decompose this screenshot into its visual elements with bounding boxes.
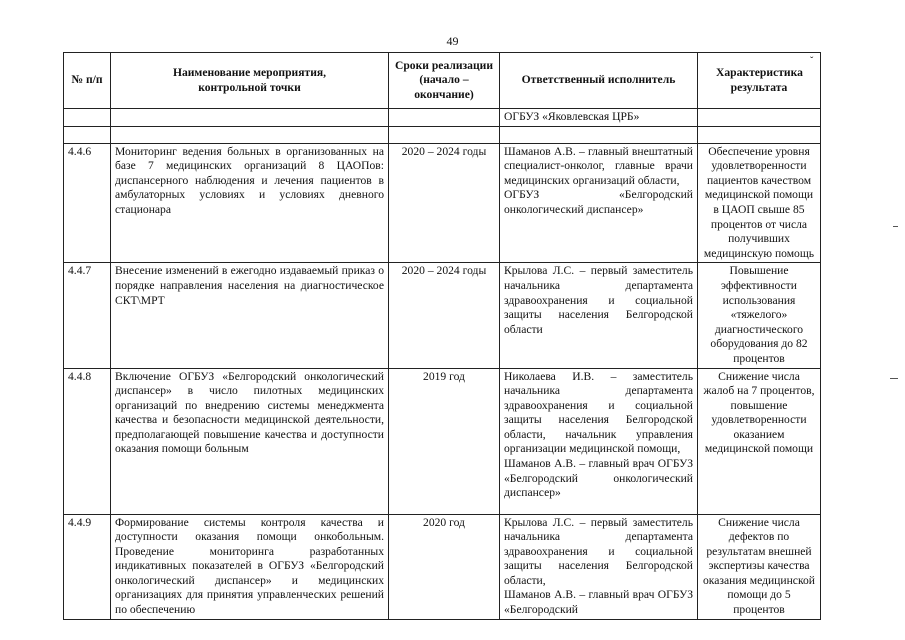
header-exec: Ответственный исполнитель <box>500 53 698 109</box>
cell-spacer <box>389 126 500 143</box>
cell-exec: ОГБУЗ «Яковлевская ЦРБ» <box>500 109 698 127</box>
cell-term <box>389 109 500 127</box>
cell-num <box>64 109 111 127</box>
cell-exec <box>500 368 698 514</box>
exec-line: Николаева И.В. – заместитель начальника департамента здравоохранения и социальной защиты населения Белгородской области, начальник управления организации медицинской помощи, <box>504 369 693 456</box>
exec-line: Крылова Л.С. – первый заместитель начальника департамента здравоохранения и социальной защиты населения Белгородской области <box>504 264 693 336</box>
cell-result: Повышение эффективности использования «тяжелого» диагностического оборудования до 82 процентов <box>698 263 821 368</box>
cell-spacer <box>111 126 389 143</box>
cell-num: 4.4.7 <box>64 263 111 368</box>
exec-line: Крылова Л.С. – первый заместитель начальника департамента здравоохранения и социальной защиты населения Белгородской области, <box>504 515 693 587</box>
table-row-spacer <box>64 126 821 143</box>
cell-term: 2019 год <box>389 368 500 514</box>
cell-result <box>698 109 821 127</box>
cell-name: Формирование системы контроля качества и доступности оказания помощи онкобольным. Проведение мониторинга разработанных индикативных показателей в ОГБУЗ «Белгородский онкологический диспансер» и медицинских организациях для принятия управленческих решений по обеспечению <box>111 514 389 619</box>
cell-name: Включение ОГБУЗ «Белгородский онкологический диспансер» в число пилотных медицинских организаций по внедрению системы менеджмента качества и безопасности медицинской деятельности, предполагающей повышение качества и доступности оказания помощи больным <box>111 368 389 514</box>
table-row <box>64 368 821 514</box>
header-name: Наименование мероприятия, контрольной точки <box>111 53 389 109</box>
cell-exec <box>500 514 698 619</box>
table-header-row <box>64 53 821 109</box>
header-result: Характеристика результата <box>698 53 821 109</box>
exec-line: Шаманов А.В. – главный врач ОГБУЗ «Белгородский <box>504 588 693 617</box>
exec-line: Шаманов А.В. – главный внештатный специалист-онколог, главные врачи медицинских организаций области, <box>504 144 693 187</box>
exec-line: ОГБУЗ «Белгородский онкологический диспансер» <box>504 188 693 216</box>
edge-mark <box>893 226 898 227</box>
cell-exec <box>500 263 698 368</box>
header-num: № п/п <box>64 53 111 109</box>
edge-mark <box>890 378 898 379</box>
activities-table <box>63 52 821 620</box>
cell-term: 2020 – 2024 годы <box>389 263 500 368</box>
cell-name: Внесение изменений в ежегодно издаваемый приказ о порядке направления населения на диагностическое СКТ\МРТ <box>111 263 389 368</box>
cell-spacer <box>698 126 821 143</box>
cell-spacer <box>64 126 111 143</box>
corner-mark: ˇ <box>810 56 814 67</box>
cell-num: 4.4.6 <box>64 143 111 263</box>
cell-result: Снижение числа жалоб на 7 процентов, повышение удовлетворенности оказанием медицинской помощи <box>698 368 821 514</box>
table-row-carry <box>64 109 821 127</box>
table-row <box>64 143 821 263</box>
table-row <box>64 263 821 368</box>
cell-num: 4.4.8 <box>64 368 111 514</box>
cell-name <box>111 109 389 127</box>
cell-exec <box>500 143 698 263</box>
exec-line: Шаманов А.В. – главный врач ОГБУЗ «Белгородский онкологический диспансер» <box>504 457 693 500</box>
table-row <box>64 514 821 619</box>
cell-num: 4.4.9 <box>64 514 111 619</box>
cell-result: Снижение числа дефектов по результатам внешней экспертизы качества оказания медицинской помощи до 5 процентов <box>698 514 821 619</box>
cell-spacer <box>500 126 698 143</box>
cell-term: 2020 год <box>389 514 500 619</box>
page-number: 49 <box>446 34 459 48</box>
cell-result: Обеспечение уровня удовлетворенности пациентов качеством медицинской помощи в ЦАОП свыше 85 процентов от числа получивших медицинскую помощь <box>698 143 821 263</box>
cell-term: 2020 – 2024 годы <box>389 143 500 263</box>
cell-name: Мониторинг ведения больных в организованных на базе 7 медицинских организаций 8 ЦАОПов: диспансерного наблюдения и лечения пациентов в амбулаторных условиях и условиях дневного стационара <box>111 143 389 263</box>
header-term: Сроки реализации (начало – окончание) <box>389 53 500 109</box>
